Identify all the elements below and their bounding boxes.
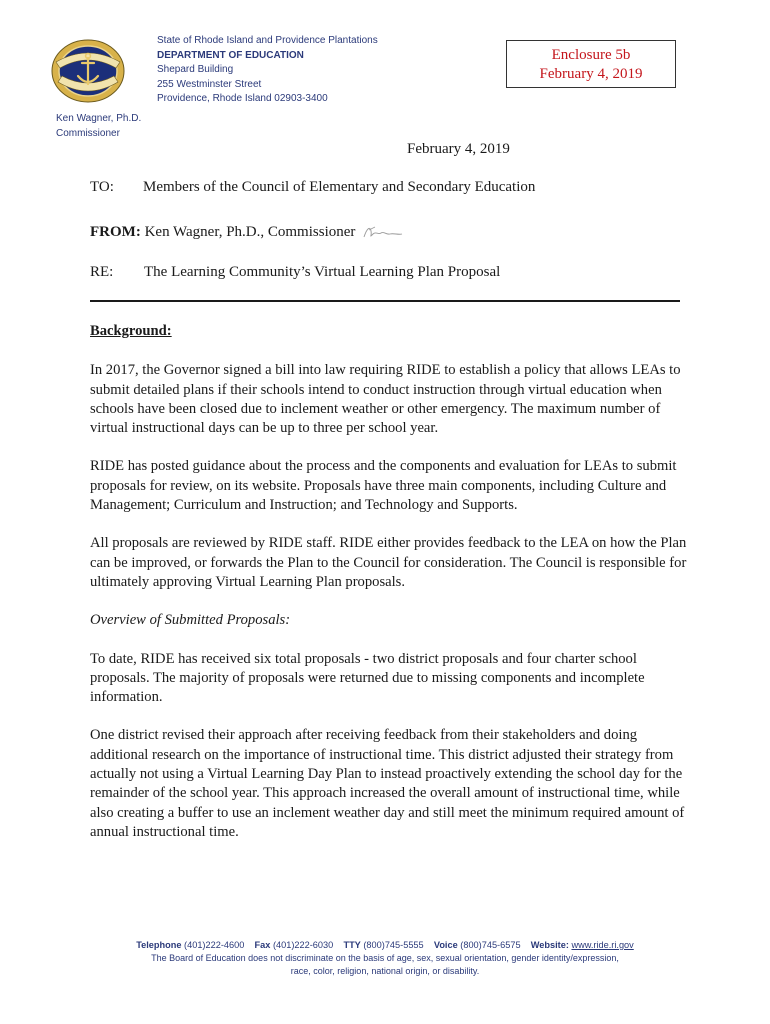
website-label: Website: (530, 940, 569, 950)
voice-number: (800)745-6575 (460, 940, 521, 950)
re-label: RE: (90, 264, 114, 280)
commissioner-name: Ken Wagner, Ph.D. (56, 113, 142, 124)
street-address: 255 Westminster Street (157, 78, 262, 90)
website-link[interactable]: www.ride.ri.gov (571, 940, 634, 950)
letterhead (157, 34, 378, 107)
paragraph-guidance: RIDE has posted guidance about the process and the components and evaluation for LEAs to submit proposals for review, on its website. Proposals have three main components, including Culture and Management; Curriculum and Instruction; and Technology and Supports. (90, 458, 677, 514)
paragraph-district: One district revised their approach after receiving feedback from their stakeholders and doing additional research on the importance of instructional time. This district adjusted their strategy from actually not using a Virtual Learning Day Plan to instead proactively extending the school day for the remainder of the school year. This approach increased the overall amount of instructional time, while also creating a buffer to use an inclement weather day and still meet the minimum required amount of annual instructional time. (90, 727, 685, 840)
overview-heading: Overview of Submitted Proposals: (90, 612, 291, 629)
tty-number: (800)745-5555 (363, 940, 424, 950)
footer-contact-line (0, 939, 770, 952)
commissioner-block (56, 112, 141, 141)
memo-re-row (90, 264, 501, 281)
rhode-island-seal-icon (50, 38, 126, 104)
paragraph-proposals: To date, RIDE has received six total proposals - two district proposals and four charter school proposals. The majority of proposals were returned due to missing components and incomplete information. (90, 650, 645, 706)
tty-label: TTY (343, 940, 361, 950)
paragraph-review: All proposals are reviewed by RIDE staff. RIDE either provides feedback to the LEA on how the Plan can be improved, or forwards the Plan to the Council for consideration. The Council is responsible for ultimately approving Virtual Learning Plan proposals. (90, 535, 687, 590)
to-label: TO: (90, 179, 114, 195)
state-name: State of Rhode Island and Providence Plantations (157, 35, 378, 46)
nondiscrimination-line-1: The Board of Education does not discriminate on the basis of age, sex, sexual orientation, gender identity/expression, (151, 953, 619, 963)
building-name: Shepard Building (157, 64, 234, 76)
header-divider (90, 300, 680, 302)
re-value: The Learning Community’s Virtual Learning Plan Proposal (144, 264, 501, 280)
memo-date: February 4, 2019 (407, 141, 510, 157)
fax-label: Fax (254, 940, 271, 950)
nondiscrimination-line-2: race, color, religion, national origin, or disability. (290, 966, 480, 976)
voice-label: Voice (433, 940, 458, 950)
signature-icon (361, 224, 405, 242)
memo-from-row (90, 224, 405, 242)
department-name: DEPARTMENT OF EDUCATION (157, 49, 304, 61)
from-label: FROM: (90, 224, 141, 240)
background-heading: Background: (90, 323, 172, 339)
enclosure-label: Enclosure 5b (551, 47, 631, 63)
enclosure-box (506, 40, 676, 88)
fax-number: (401)222-6030 (272, 940, 334, 950)
telephone-label: Telephone (136, 940, 182, 950)
memo-to-row (90, 179, 536, 196)
telephone-number: (401)222-4600 (184, 940, 245, 950)
to-value: Members of the Council of Elementary and Secondary Education (143, 179, 536, 195)
memo-body (90, 322, 690, 861)
city-address: Providence, Rhode Island 02903-3400 (157, 93, 328, 105)
commissioner-title: Commissioner (56, 127, 120, 139)
from-value: Ken Wagner, Ph.D., Commissioner (144, 224, 356, 240)
enclosure-date: February 4, 2019 (539, 66, 643, 82)
footer (0, 939, 770, 978)
paragraph-legislation: In 2017, the Governor signed a bill into law requiring RIDE to establish a policy that allows LEAs to submit detailed plans if their schools intend to conduct instruction through virtual education when schools have been closed due to inclement weather or other emergency. The maximum number of virtual instructional days can be up to three per school year. (90, 362, 681, 437)
